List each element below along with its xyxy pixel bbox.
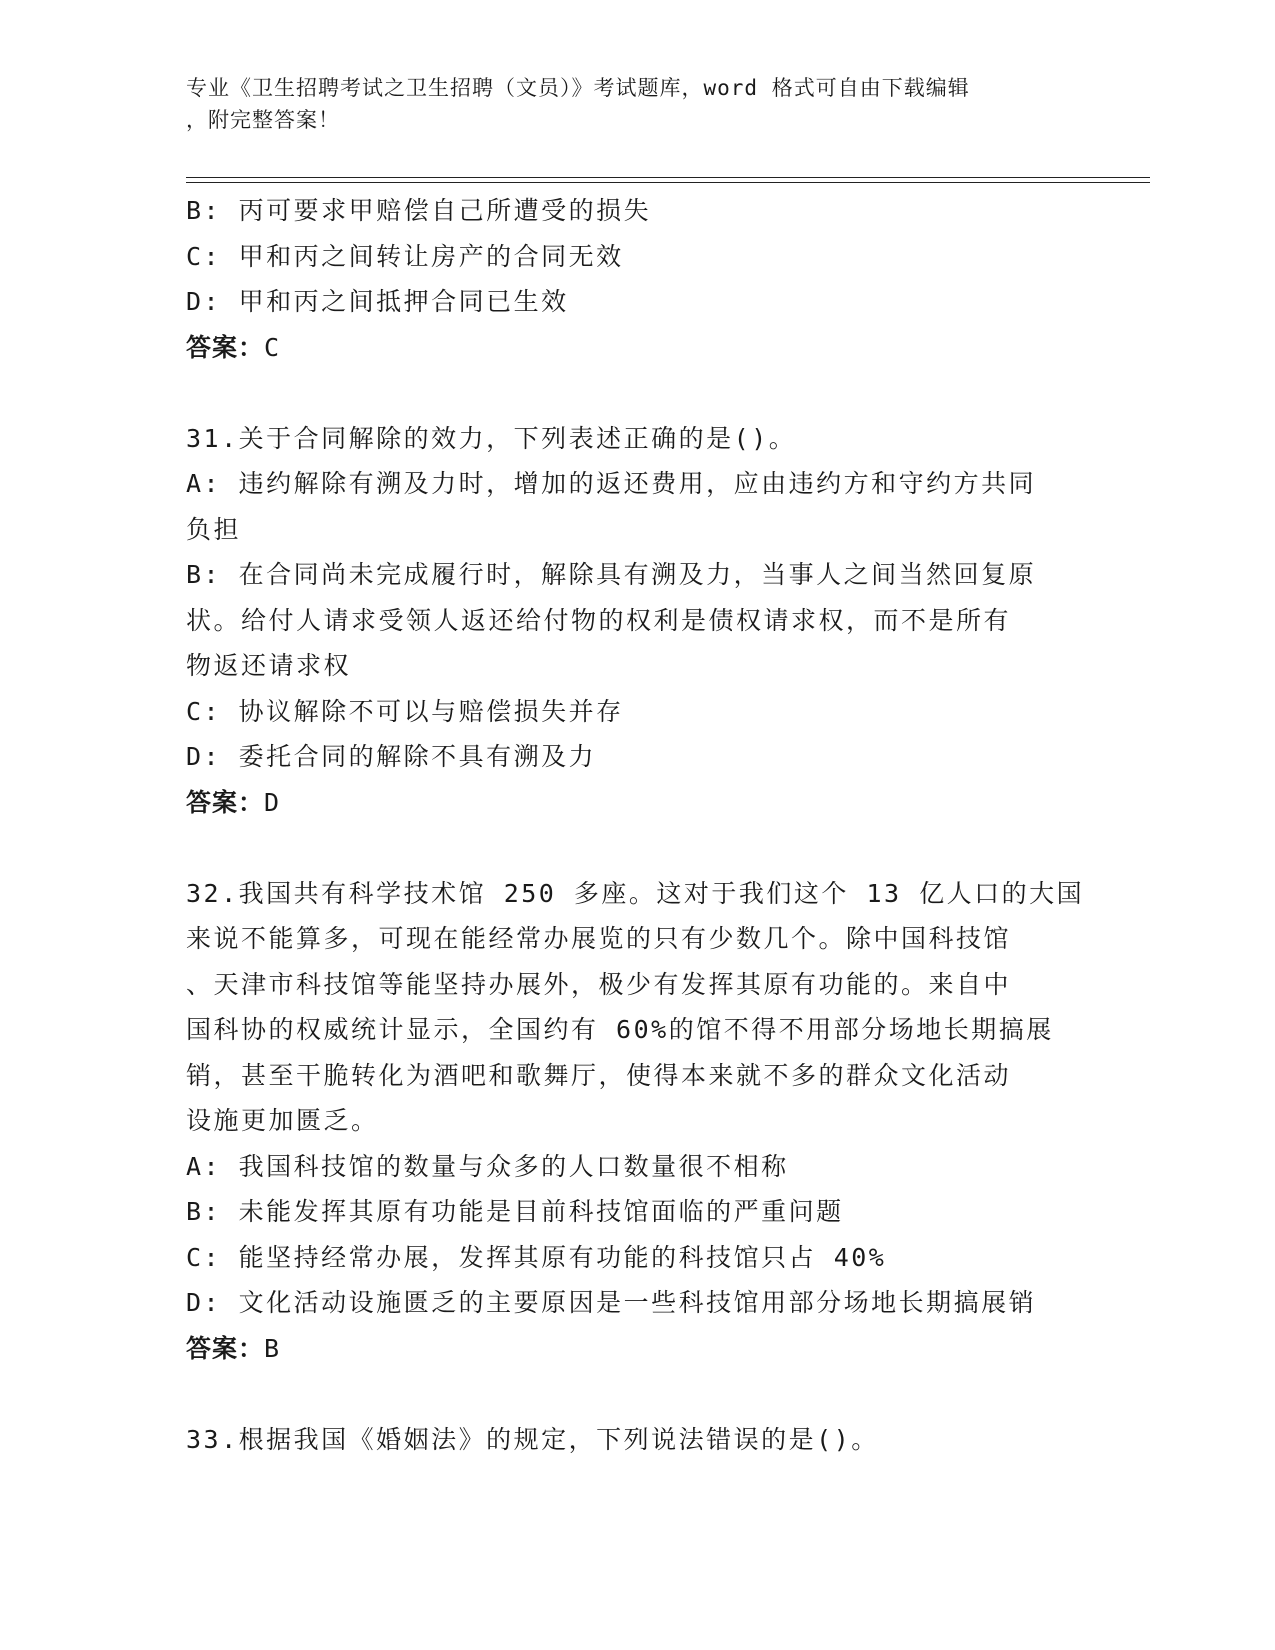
question-text-line: 设施更加匮乏。 (186, 1106, 379, 1135)
question-text-line: 国科协的权威统计显示，全国约有 60%的馆不得不用部分场地长期搞展 (186, 1015, 1054, 1044)
answer-label: 答案： (186, 1333, 265, 1363)
option-line: 物返还请求权 (186, 651, 352, 680)
document-body (186, 188, 1086, 1462)
question-text-line: 销，甚至干脆转化为酒吧和歌舞厅，使得本来就不多的群众文化活动 (186, 1060, 1012, 1090)
answer-value: D (264, 787, 281, 817)
question-text-line: 32.我国共有科学技术馆 250 多座。这对于我们这个 13 亿人口的大国 (186, 878, 1085, 908)
question-title: 31.关于合同解除的效力，下列表述正确的是()。 (186, 423, 797, 453)
option-line: B: 未能发挥其原有功能是目前科技馆面临的严重问题 (186, 1197, 844, 1226)
option-line: D: 委托合同的解除不具有溯及力 (186, 742, 597, 771)
document-header (186, 72, 1066, 136)
header-line-2: ，附完整答案！ (186, 108, 340, 132)
header-line-1: 专业《卫生招聘考试之卫生招聘（文员）》考试题库，word 格式可自由下载编辑 (186, 76, 970, 100)
question-title: 33.根据我国《婚姻法》的规定，下列说法错误的是()。 (186, 1424, 879, 1454)
spacer (186, 825, 1086, 871)
option-line: B: 在合同尚未完成履行时，解除具有溯及力，当事人之间当然回复原 (186, 560, 1037, 589)
option-line: A: 我国科技馆的数量与众多的人口数量很不相称 (186, 1151, 789, 1181)
answer-label: 答案： (186, 787, 265, 817)
answer-line (186, 325, 1086, 371)
option-line: C: 协议解除不可以与赔偿损失并存 (186, 696, 624, 726)
option-line: 负担 (186, 514, 242, 544)
option-line: 状。给付人请求受领人返还给付物的权利是债权请求权，而不是所有 (186, 605, 1012, 635)
option-line: D: 文化活动设施匮乏的主要原因是一些科技馆用部分场地长期搞展销 (186, 1288, 1037, 1317)
spacer (186, 1371, 1086, 1417)
answer-line (186, 1326, 1086, 1372)
question-text-line: 来说不能算多，可现在能经常办展览的只有少数几个。除中国科技馆 (186, 924, 1012, 953)
header-divider-bottom (186, 182, 1150, 183)
answer-label: 答案： (186, 332, 265, 362)
question-text-line: 、天津市科技馆等能坚持办展外，极少有发挥其原有功能的。来自中 (186, 969, 1012, 999)
option-line: C: 能坚持经常办展，发挥其原有功能的科技馆只占 40% (186, 1242, 887, 1272)
answer-value: C (264, 332, 281, 362)
answer-line (186, 780, 1086, 826)
option-line: C: 甲和丙之间转让房产的合同无效 (186, 241, 624, 271)
option-line: B: 丙可要求甲赔偿自己所遭受的损失 (186, 196, 652, 225)
spacer (186, 370, 1086, 416)
answer-value: B (264, 1333, 281, 1363)
header-divider-top (186, 177, 1150, 178)
option-line: D: 甲和丙之间抵押合同已生效 (186, 287, 569, 316)
option-line: A: 违约解除有溯及力时，增加的返还费用，应由违约方和守约方共同 (186, 469, 1037, 498)
